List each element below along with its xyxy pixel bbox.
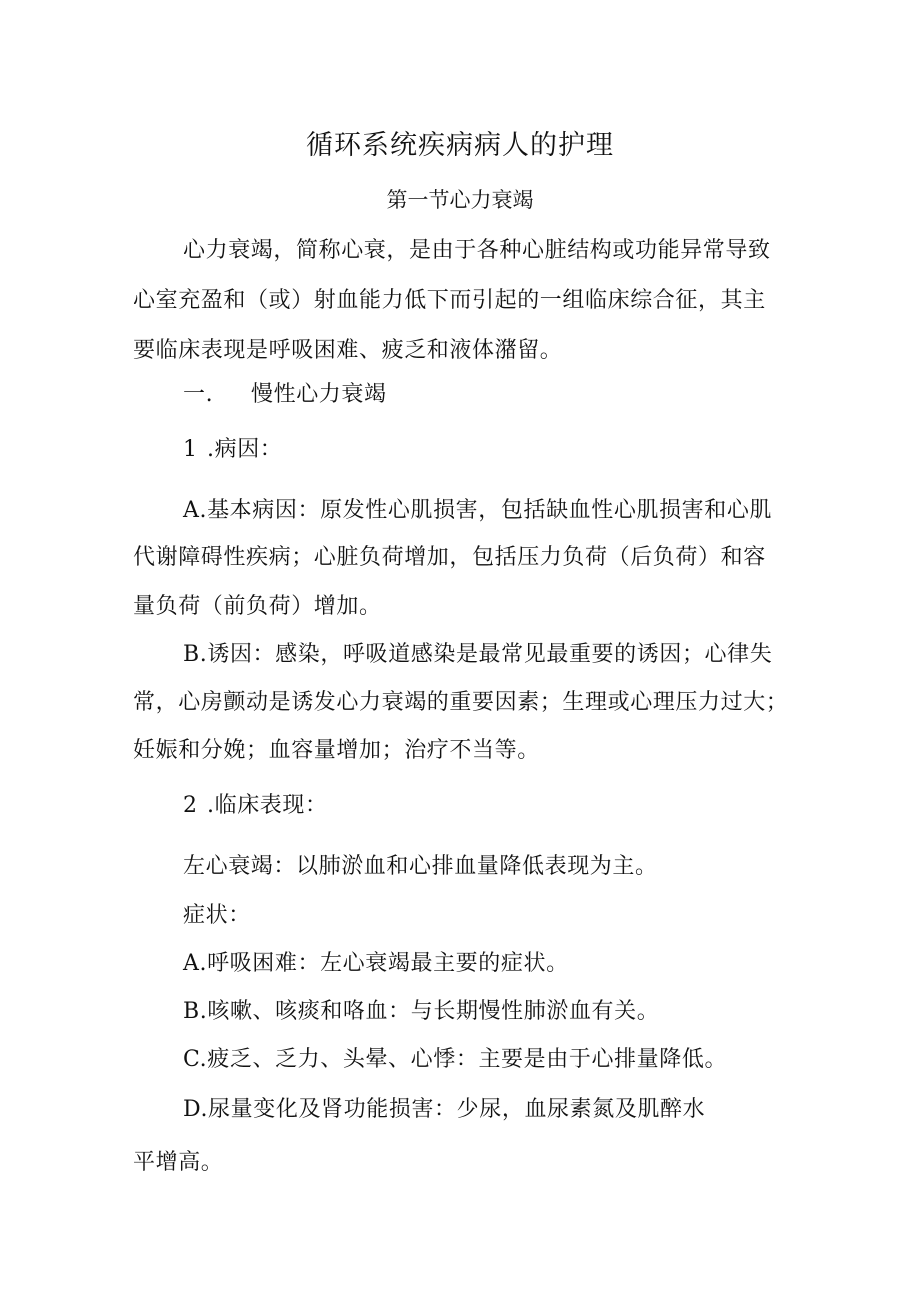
subheading-number: 2 [183,793,198,818]
subheading-etiology [183,435,282,465]
cause-b-line-1: B.诱因：感染，呼吸道感染是最常见最重要的诱因；心律失 [183,642,773,667]
symptom-a: A.呼吸困难：左心衰竭最主要的症状。 [183,951,569,976]
subheading-clinical [183,791,328,821]
cause-a-line-3: 量负荷（前负荷）增加。 [133,594,382,619]
symptom-d-line-2: 平增高。 [133,1150,224,1175]
intro-line-1: 心力衰竭，简称心衰，是由于各种心脏结构或功能异常导致 [183,238,771,263]
cause-b-line-2: 常，心房颤动是诱发心力衰竭的重要因素；生理或心理压力过大； [133,690,789,715]
left-heart-failure: 左心衰竭：以肺淤血和心排血量降低表现为主。 [183,854,658,879]
heading-number: 一. [183,382,214,407]
symptoms-label: 症状： [183,903,251,928]
document-title: 循环系统疾病病人的护理 [306,130,614,161]
cause-b-line-3: 妊娠和分娩；血容量增加；治疗不当等。 [133,738,540,763]
cause-a-line-1: A.基本病因：原发性心肌损害，包括缺血性心肌损害和心肌 [183,498,773,523]
section-title: 第一节心力衰竭 [386,188,534,212]
cause-a-line-2: 代谢障碍性疾病；心脏负荷增加，包括压力负荷（后负荷）和容 [133,545,766,570]
heading-chronic-hf [183,380,387,410]
intro-line-3: 要临床表现是呼吸困难、疲乏和液体潴留。 [133,338,563,363]
symptom-b: B.咳嗽、咳痰和咯血：与长期慢性肺淤血有关。 [183,999,660,1024]
symptom-d-line-1: D.尿量变化及肾功能损害：少尿，血尿素氮及肌醉水 [183,1097,706,1122]
intro-line-2: 心室充盈和（或）射血能力低下而引起的一组临床综合征，其主 [133,288,766,313]
subheading-text: .临床表现： [207,793,328,818]
subheading-number: 1 [183,437,198,462]
heading-text: 慢性心力衰竭 [251,382,387,407]
symptom-c: C.疲乏、乏力、头晕、心悸：主要是由于心排量降低。 [183,1047,728,1072]
subheading-text: .病因： [207,437,283,462]
